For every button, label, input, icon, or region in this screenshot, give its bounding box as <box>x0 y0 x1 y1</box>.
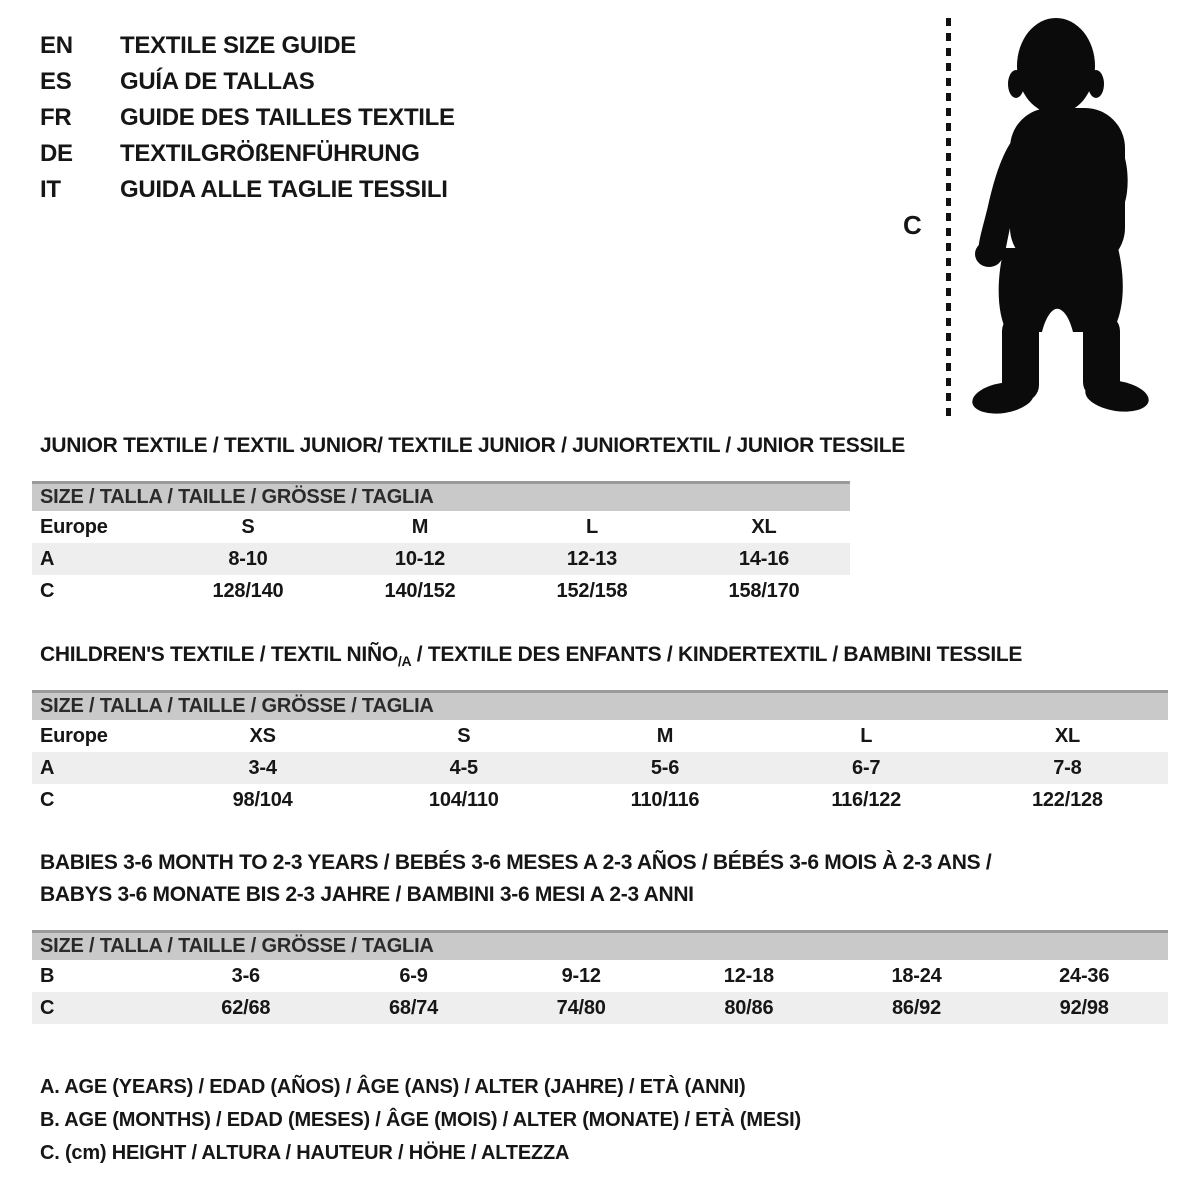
table-cell: 3-4 <box>248 756 277 779</box>
table-cell: 110/116 <box>630 788 700 811</box>
table-cell: XL <box>751 515 777 538</box>
table-cell: 122/128 <box>1031 788 1103 811</box>
children-heading-text: CHILDREN'S TEXTILE / TEXTIL NIÑO <box>40 643 398 666</box>
table-cell: 128/140 <box>212 579 284 602</box>
language-title: TEXTILGRÖßENFÜHRUNG <box>120 140 420 167</box>
children-heading-subscript: /A <box>397 653 412 669</box>
table-cell: 158/170 <box>728 579 800 602</box>
table-cell: 92/98 <box>1059 996 1109 1019</box>
size-header-label: SIZE / TALLA / TAILLE / GRÖSSE / TAGLIA <box>40 935 434 957</box>
table-cell: M <box>411 515 429 538</box>
table-cell: 68/74 <box>388 996 439 1019</box>
language-list <box>40 28 455 208</box>
table-cell: M <box>656 724 674 747</box>
row-label: C <box>40 996 55 1019</box>
footnote-age-years: A. AGE (YEARS) / EDAD (AÑOS) / ÂGE (ANS) / ALTER (JAHRE) / ETÀ (ANNI) <box>40 1076 746 1098</box>
table-cell: XL <box>1054 724 1080 747</box>
table-cell: 6-9 <box>399 964 428 987</box>
row-label: Europe <box>40 724 108 747</box>
table-cell: 10-12 <box>394 547 446 570</box>
table-row <box>32 511 850 543</box>
table-row <box>32 575 850 607</box>
table-cell: 8-10 <box>228 547 268 570</box>
language-code: DE <box>40 140 73 167</box>
table-row <box>32 543 850 575</box>
table-cell: 12-13 <box>566 547 618 570</box>
table-cell: L <box>585 515 599 538</box>
table-cell: 80/86 <box>724 996 774 1019</box>
row-label: C <box>40 788 55 811</box>
babies-size-table <box>32 930 1168 1024</box>
table-cell: 24-36 <box>1059 964 1110 987</box>
table-cell: 14-16 <box>738 547 790 570</box>
size-header-label: SIZE / TALLA / TAILLE / GRÖSSE / TAGLIA <box>40 695 434 717</box>
size-header-row <box>32 930 1168 960</box>
size-header-row <box>32 690 1168 720</box>
table-cell: 74/80 <box>556 996 606 1019</box>
table-cell: 98/104 <box>232 788 293 811</box>
toddler-silhouette-icon <box>966 16 1150 418</box>
table-cell: 104/110 <box>428 788 499 811</box>
language-title: GUIDE DES TAILLES TEXTILE <box>120 104 455 131</box>
legend-footnotes <box>40 1076 801 1175</box>
size-header-label: SIZE / TALLA / TAILLE / GRÖSSE / TAGLIA <box>40 486 434 508</box>
height-measure-dashed-line <box>946 18 951 416</box>
row-label: B <box>40 964 55 987</box>
table-cell: XS <box>249 724 276 747</box>
language-title: GUIDA ALLE TAGLIE TESSILI <box>120 176 448 203</box>
table-cell: 152/158 <box>556 579 628 602</box>
junior-section-heading: JUNIOR TEXTILE / TEXTIL JUNIOR/ TEXTILE JUNIOR / JUNIORTEXTIL / JUNIOR TESSILE <box>40 434 905 457</box>
table-cell: 12-18 <box>723 964 774 987</box>
table-cell: 140/152 <box>384 579 456 602</box>
children-size-table <box>32 690 1168 816</box>
table-cell: 86/92 <box>891 996 942 1019</box>
children-heading-text: / TEXTILE DES ENFANTS / KINDERTEXTIL / BAMBINI TESSILE <box>411 643 1023 666</box>
row-label: A <box>40 547 55 570</box>
junior-size-table <box>32 481 850 607</box>
language-title: TEXTILE SIZE GUIDE <box>120 32 356 59</box>
language-row-en <box>40 28 455 64</box>
language-row-it <box>40 172 455 208</box>
language-code: EN <box>40 32 73 59</box>
table-cell: S <box>241 515 255 538</box>
footnote-age-months: B. AGE (MONTHS) / EDAD (MESES) / ÂGE (MOIS) / ALTER (MONATE) / ETÀ (MESI) <box>40 1109 801 1131</box>
table-row <box>32 752 1168 784</box>
children-section-heading <box>40 643 1022 669</box>
table-cell: 4-5 <box>449 756 478 779</box>
language-row-es <box>40 64 455 100</box>
table-cell: 18-24 <box>891 964 942 987</box>
height-measure-label: C <box>903 210 922 240</box>
table-cell: 3-6 <box>231 964 260 987</box>
language-row-fr <box>40 100 455 136</box>
table-cell: S <box>457 724 471 747</box>
table-cell: 5-6 <box>650 756 680 779</box>
table-cell: 62/68 <box>221 996 271 1019</box>
language-code: IT <box>40 176 61 203</box>
table-cell: L <box>860 724 873 747</box>
language-code: FR <box>40 104 72 131</box>
row-label: C <box>40 579 55 602</box>
table-row <box>32 784 1168 816</box>
table-row <box>32 992 1168 1024</box>
row-label: Europe <box>40 515 108 538</box>
babies-section-heading-line2: BABYS 3-6 MONATE BIS 2-3 JAHRE / BAMBINI 3-6 MESI A 2-3 ANNI <box>40 883 694 906</box>
language-code: ES <box>40 68 72 95</box>
language-title: GUÍA DE TALLAS <box>120 68 315 95</box>
table-cell: 9-12 <box>561 964 601 987</box>
table-cell: 6-7 <box>852 756 881 779</box>
size-header-row <box>32 481 850 511</box>
language-row-de <box>40 136 455 172</box>
table-row <box>32 960 1168 992</box>
babies-section-heading-line1: BABIES 3-6 MONTH TO 2-3 YEARS / BEBÉS 3-6 MESES A 2-3 AÑOS / BÉBÉS 3-6 MOIS À 2-3 ANS / <box>40 851 992 874</box>
row-label: A <box>40 756 55 779</box>
table-cell: 7-8 <box>1053 756 1082 779</box>
table-cell: 116/122 <box>831 788 902 811</box>
table-row <box>32 720 1168 752</box>
footnote-height-cm: C. (cm) HEIGHT / ALTURA / HAUTEUR / HÖHE / ALTEZZA <box>40 1142 570 1164</box>
